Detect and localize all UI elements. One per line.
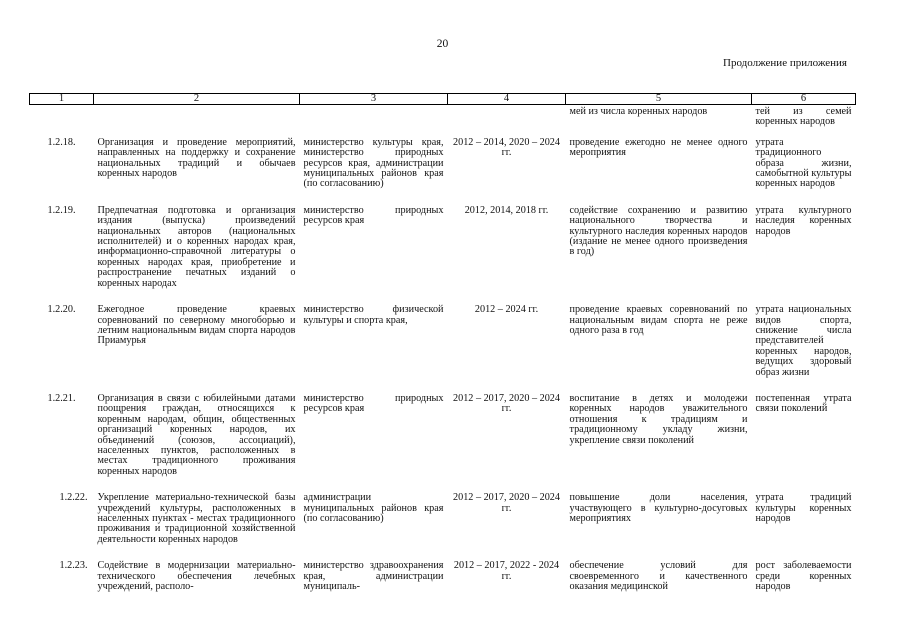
column-header-4: 4 [448,94,566,105]
result-cell: обеспечение условий для своевременного и качественного оказания медицинской [569,560,748,593]
risk-cell: утрата культурного наследия коренных народов [755,204,852,237]
continued-cell-5: мей из числа коренных народов [569,106,708,117]
activity-cell: Укрепление материально-технической базы учреждений культуры, расположенных в населенных пунктах - местах традиционного проживания и традиционной хозяйственной деятельности коренных народов [97,492,296,545]
term-cell: 2012 – 2017, 2020 – 2024 гг. [453,492,560,514]
result-cell: содействие сохранению и развитию национального творчества и культурного наследия коренных народов (издание не менее одного произведения в год) [569,204,748,258]
executor-cell: министерство культуры края, министерство природных ресурсов края, администрации муниципальных районов края (по согласованию) [303,136,444,190]
program-activities-table [29,93,856,592]
column-header-6: 6 [752,94,856,105]
result-cell: воспитание в детях и молодежи коренных народов уважительного отношения к традициям и традиционному укладу жизни, укрепление связи поколений [569,392,748,446]
column-header-5: 5 [566,94,752,105]
term-cell: 2012, 2014, 2018 гг. [464,204,549,216]
column-header-1: 1 [30,94,94,105]
column-header-3: 3 [300,94,448,105]
page-number: 20 [436,38,449,50]
continued-row [30,105,856,128]
continued-cell-6: тей из семей коренных народов [755,106,852,128]
table-row [30,378,856,477]
activity-cell: Предпечатная подготовка и организация издания (выпуска) произведений национальных авторов (национальных исполнителей) и о коренных народах края, информационно-справочной литературы о коренных народах края, приобретение и распространение печатных изданий о коренных народах [97,204,296,289]
continued-cell-2 [94,105,300,128]
activity-cell: Организация в связи с юбилейными датами поощрения граждан, относящихся к коренным народам, общин, общественных организаций коренных народов, их объединений (союзов, ассоциаций), населенных пунктов, расположенных в местах традиционного проживания коренных народов [97,392,296,477]
table-row [30,190,856,289]
continued-cell-3 [300,105,448,128]
row-number: 1.2.18. [47,136,76,148]
table-row [30,545,856,592]
executor-cell: министерство физической культуры и спорта края, [303,304,444,326]
executor-cell: министерство природных ресурсов края [303,204,444,227]
result-cell: проведение краевых соревнований по национальным видам спорта не реже одного раза в год [569,304,748,336]
table-row [30,477,856,545]
row-number: 1.2.22. [59,492,88,504]
column-header-2: 2 [94,94,300,105]
row-number: 1.2.19. [47,204,76,216]
risk-cell: утрата традиций культуры коренных народов [755,492,852,524]
activity-cell: Содействие в модернизации материально-технического обеспечения лечебных учреждений, располо- [97,560,296,593]
term-cell: 2012 – 2017, 2020 – 2024 гг. [453,392,560,415]
continued-cell-1 [30,105,94,128]
result-cell: повышение доли населения, участвующего в культурно-досуговых мероприятиях [569,492,748,524]
table-header-row [30,94,856,105]
risk-cell: утрата традиционного образа жизни, самобытной культуры коренных народов [755,136,852,190]
continued-cell-4 [448,105,566,128]
risk-cell: рост заболеваемости среди коренных народов [755,560,852,593]
continuation-label: Продолжение приложения [723,57,847,69]
term-cell: 2012 – 2017, 2022 - 2024 гг. [453,560,560,582]
table-row [30,128,856,190]
executor-cell: администрации муниципальных районов края (по согласованию) [303,492,444,524]
risk-cell: утрата национальных видов спорта, снижение числа представителей коренных народов, ведущих здоровый образ жизни [755,304,852,378]
term-cell: 2012 – 2024 гг. [474,304,539,316]
activity-cell: Организация и проведение мероприятий, направленных на поддержку и сохранение национальных традиций и обычаев коренных народов [97,136,296,180]
row-number: 1.2.20. [47,304,76,316]
activity-cell: Ежегодное проведение краевых соревнований по северному многоборью и летним национальным видам спорта народов Приамурья [97,304,296,347]
term-cell: 2012 – 2014, 2020 – 2024 гг. [453,136,560,159]
row-number: 1.2.21. [47,392,76,404]
executor-cell: министерство здравоохранения края, администрации муниципаль- [303,560,444,593]
table-row [30,289,856,378]
result-cell: проведение ежегодно не менее одного мероприятия [569,136,748,159]
risk-cell: постепенная утрата связи поколений [755,392,852,415]
executor-cell: министерство природных ресурсов края [303,392,444,415]
row-number: 1.2.23. [59,560,88,572]
